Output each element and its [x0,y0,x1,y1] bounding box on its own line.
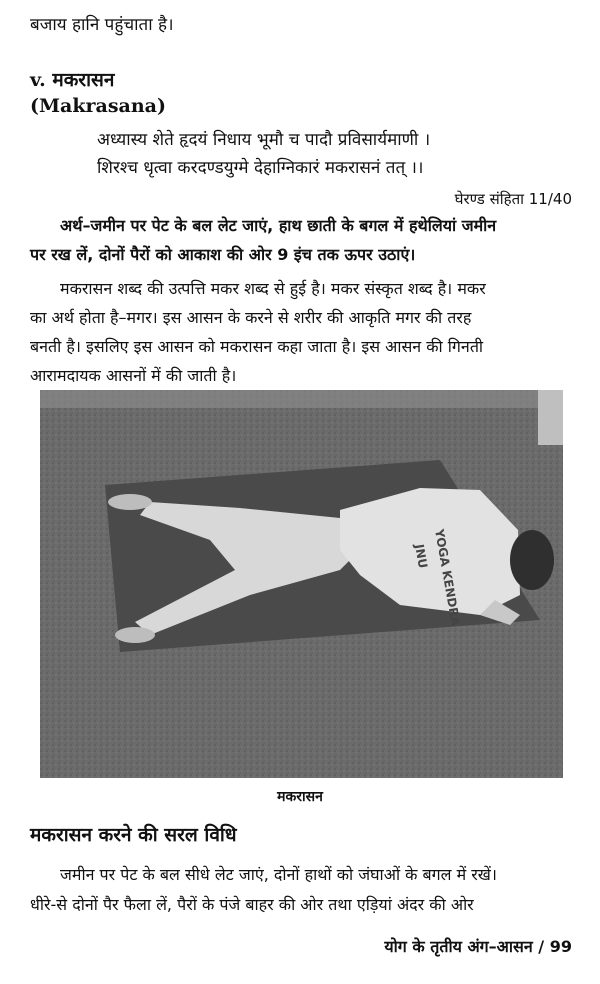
section-title: v. मकरासन [30,69,115,91]
meaning-line-1: अर्थ–जमीन पर पेट के बल लेट जाएं, हाथ छाती के बगल में हथेलियां जमीन [60,216,497,235]
makarasana-photo [40,390,563,778]
photo-caption: मकरासन [277,789,323,805]
right-foot [115,627,155,643]
method-line-2: धीरे-से दोनों पैर फैला लें, पैरों के पंजे बाहर की ओर तथा एड़ियां अंदर की ओर [30,895,474,914]
left-foot [108,494,152,510]
shirt-text-line1: YOGA KENDRA [432,528,463,627]
paragraph-line-1: मकरासन शब्द की उत्पत्ति मकर शब्द से हुई है। मकर संस्कृत शब्द है। मकर [60,279,486,298]
paragraph-line-2: का अर्थ होता है–मगर। इस आसन के करने से शरीर की आकृति मगर की तरह [30,308,472,327]
person-head [510,530,554,590]
page-footer: योग के तृतीय अंग–आसन / 99 [384,937,572,956]
section-subtitle: (Makrasana) [30,95,166,117]
verse-line-2: शिरश्च धृत्वा करदण्डयुग्मे देहाग्निकारं मकरासनं तत् ।। [97,158,424,178]
verse-source: घेरण्ड संहिता 11/40 [454,190,572,208]
paragraph-line-4: आरामदायक आसनों में की जाती है। [30,366,237,385]
method-heading: मकरासन करने की सरल विधि [30,824,237,846]
paragraph-line-3: बनती है। इसलिए इस आसन को मकरासन कहा जाता है। इस आसन की गिनती [30,337,484,356]
continued-line: बजाय हानि पहुंचाता है। [30,15,174,35]
shirt-text-line2: JNU [412,543,431,570]
method-line-1: जमीन पर पेट के बल सीधे लेट जाएं, दोनों हाथों को जंघाओं के बगल में रखें। [60,865,497,884]
top-light-strip [40,390,563,408]
meaning-line-2: पर रख लें, दोनों पैरों को आकाश की ओर 9 इंच तक ऊपर उठाएं। [30,245,416,264]
verse-line-1: अध्यास्य शेते हृदयं निधाय भूमौ च पादौ प्रविसार्यमाणी । [97,130,431,150]
bag-object [538,390,563,445]
